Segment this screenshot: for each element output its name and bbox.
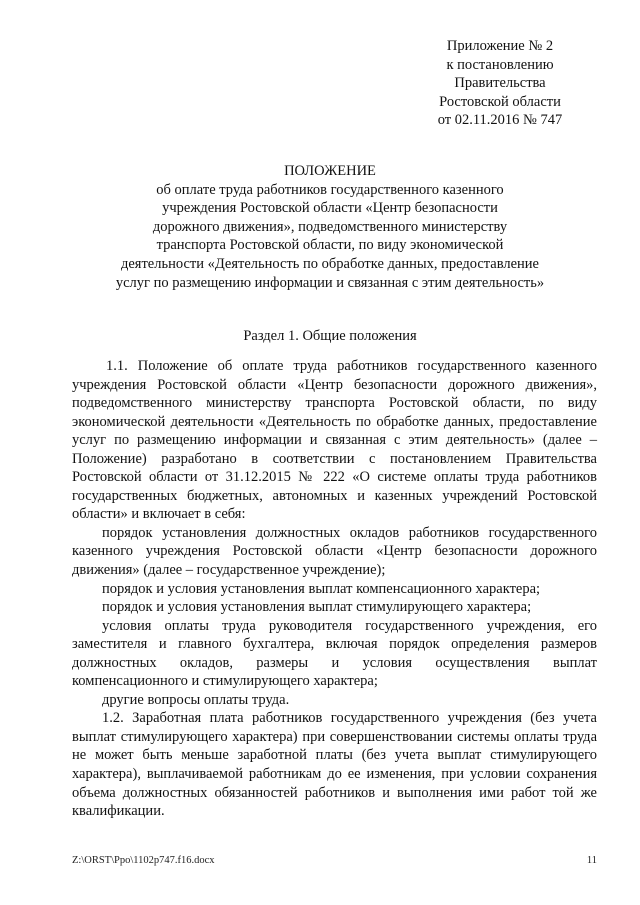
list-item: порядок и условия установления выплат компенсационного характера; <box>102 580 541 597</box>
title-line: дорожного движения», подведомственного министерству <box>152 218 508 235</box>
annex-line: Правительства <box>454 75 546 91</box>
list-item: порядок и условия установления выплат стимулирующего характера; <box>102 599 532 616</box>
document-title <box>40 162 620 292</box>
annex-line: Приложение № 2 <box>446 38 554 54</box>
title-line: об оплате труда работников государственного казенного <box>156 181 504 198</box>
list-item: условия оплаты труда руководителя государственного учреждения, его заместителя и главного бухгалтера, включая порядок определения размеров должностных окладов, размеры и условия осуществления выплат компенсационного и стимулирующего характера; <box>72 617 597 690</box>
document-body <box>72 357 597 821</box>
annex-block <box>418 37 582 130</box>
footer-file-path: Z:\ORST\Ppo\1102p747.f16.docx <box>72 855 215 866</box>
paragraph-1-1: 1.1. Положение об оплате труда работников государственного казенного учреждения Ростовской области «Центр безопасности дорожного движения», подведомственного министерству транспорта Ростовской области, по виду экономической деятельности «Деятельность по обработке данных, предоставление услуг по размещению информации и связанная с этим деятельность» (далее – Положение) разработано в соответствии с постановлением Правительства Ростовской области от 31.12.2015 № 222 «О системе оплаты труда работников государственных бюджетных, автономных и казенных учреждений Ростовской области» и включает в себя: <box>72 358 597 523</box>
title-line: деятельности «Деятельность по обработке данных, предоставление <box>120 255 539 272</box>
section-heading: Раздел 1. Общие положения <box>243 328 417 344</box>
page-number: 11 <box>586 855 597 866</box>
paragraph-1-2: 1.2. Заработная плата работников государственного учреждения (без учета выплат стимулирующего характера) при совершенствовании системы оплаты труда не может быть меньше заработной платы (без учета выплат стимулирующего характера), выплачиваемой работникам до ее изменения, при условии сохранения объема должностных обязанностей работников и выполнения ими работ той же квалификации. <box>72 710 597 820</box>
title-line: транспорта Ростовской области, по виду экономической <box>156 237 504 254</box>
title-heading: ПОЛОЖЕНИЕ <box>284 163 376 179</box>
annex-line: от 02.11.2016 № 747 <box>437 112 563 128</box>
list-item: порядок установления должностных окладов работников государственного казенного учреждения Ростовской области «Центр безопасности дорожного движения» (далее – государственное учреждение); <box>72 524 597 579</box>
list-item: другие вопросы оплаты труда. <box>102 691 290 708</box>
annex-line: Ростовской области <box>439 93 561 110</box>
title-line: услуг по размещению информации и связанная с этим деятельность» <box>115 274 545 291</box>
title-line: учреждения Ростовской области «Центр безопасности <box>162 200 498 217</box>
annex-line: к постановлению <box>446 56 554 73</box>
